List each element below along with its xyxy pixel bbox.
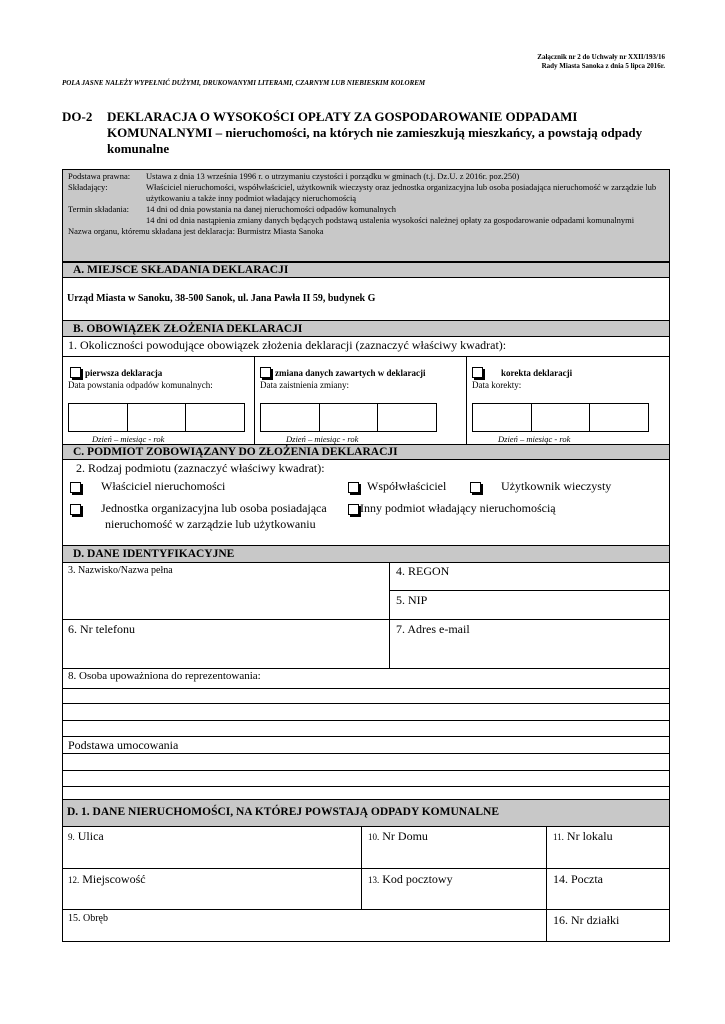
section-b-header: B. OBOWIĄZEK ZŁOŻENIA DEKLARACJI — [62, 320, 670, 337]
attachment-line-1: Załącznik nr 2 do Uchwały nr XXII/193/16 — [537, 53, 665, 61]
change-declaration-date-field[interactable] — [260, 403, 437, 432]
date-format-hint: Dzień – miesiąc - rok — [498, 434, 571, 444]
correction-label: korekta deklaracji — [501, 368, 573, 378]
deadline-label: Termin składania: — [68, 204, 130, 214]
phone-field[interactable]: 6. Nr telefonu — [68, 622, 135, 636]
organization-option[interactable] — [70, 501, 327, 516]
attachment-line-2: Rady Miasta Sanoka z dnia 5 lipca 2016r. — [541, 62, 665, 70]
entity-question: 2. Rodzaj podmiotu (zaznaczyć właściwy kwadrat): — [76, 461, 325, 475]
street-number: 9. — [68, 832, 75, 842]
authorization-label: Podstawa umocowania — [68, 738, 179, 752]
perpetual-user-label: Użytkownik wieczysty — [501, 479, 612, 493]
email-field[interactable]: 7. Adres e-mail — [396, 622, 470, 636]
coowner-option[interactable] — [348, 479, 446, 494]
first-declaration-label: pierwsza deklaracja — [85, 368, 163, 378]
flat-number-label: Nr lokalu — [566, 829, 613, 843]
correction-checkbox[interactable] — [472, 367, 483, 378]
owner-option[interactable] — [70, 479, 225, 494]
organization-checkbox[interactable] — [70, 504, 81, 515]
change-declaration-date-label: Data zaistnienia zmiany: — [260, 380, 349, 390]
change-declaration-option[interactable] — [260, 363, 426, 381]
change-declaration-checkbox[interactable] — [260, 367, 271, 378]
form-title: DEKLARACJA O WYSOKOŚCI OPŁATY ZA GOSPODAROWANIE ODPADAMI KOMUNALNYMI – nieruchomości, na których nie zamieszkują mieszkańcy, a powstają odpady komunalne — [107, 109, 643, 156]
coowner-label: Współwłaściciel — [367, 479, 447, 493]
postcode-field[interactable] — [368, 872, 453, 887]
city-field[interactable] — [68, 872, 146, 887]
postcode-label: Kod pocztowy — [382, 872, 453, 886]
house-number-index: 10. — [368, 832, 380, 842]
perpetual-user-option[interactable] — [470, 479, 611, 494]
section-a-body — [62, 277, 670, 321]
owner-checkbox[interactable] — [70, 482, 81, 493]
regon-field[interactable]: 4. REGON — [396, 564, 450, 578]
section-a-header: A. MIEJSCE SKŁADANIA DEKLARACJI — [62, 262, 670, 278]
date-format-hint: Dzień – miesiąc - rok — [92, 434, 165, 444]
correction-option[interactable] — [472, 363, 572, 381]
section-d1-header: D. 1. DANE NIERUCHOMOŚCI, NA KTÓREJ POWSTAJĄ ODPADY KOMUNALNE — [62, 799, 670, 827]
other-entity-option[interactable] — [348, 501, 556, 516]
precinct-field[interactable]: 15. Obręb — [68, 913, 108, 924]
date-format-hint: Dzień – miesiąc - rok — [286, 434, 359, 444]
house-number-field[interactable] — [368, 829, 428, 844]
submission-place: Urząd Miasta w Sanoku, 38-500 Sanok, ul. Jana Pawła II 59, budynek G — [67, 293, 376, 304]
post-office-field[interactable]: 14. Poczta — [553, 872, 603, 886]
authority-text: Nazwa organu, któremu składana jest deklaracja: Burmistrz Miasta Sanoka — [68, 226, 324, 236]
first-declaration-checkbox[interactable] — [70, 367, 81, 378]
obligation-question: 1. Okoliczności powodujące obowiązek złożenia deklaracji (zaznaczyć właściwy kwadrat): — [68, 338, 507, 352]
other-entity-label: Inny podmiot władający nieruchomością — [360, 501, 556, 515]
owner-label: Właściciel nieruchomości — [101, 479, 226, 493]
flat-number-field[interactable] — [553, 829, 613, 844]
deadline-text-2: 14 dni od dnia nastąpienia zmiany danych będących podstawą ustalenia wysokości należnej opłaty za gospodarowanie odpadami komunalnymi — [146, 215, 635, 225]
fill-instruction: POLA JASNE NALEŻY WYPEŁNIĆ DUŻYMI, DRUKOWANYMI LITERAMI, CZARNYM LUB NIEBIESKIM KOLOREM — [62, 79, 426, 87]
perpetual-user-checkbox[interactable] — [470, 482, 481, 493]
legal-basis-label: Podstawa prawna: — [68, 171, 131, 181]
form-code: DO-2 — [62, 109, 93, 124]
other-entity-checkbox[interactable] — [348, 504, 359, 515]
legal-basis-text: Ustawa z dnia 13 września 1996 r. o utrzymaniu czystości i porządku w gminach (t.j. Dz.U. z 2016r. poz.250) — [146, 171, 520, 181]
change-declaration-label: zmiana danych zawartych w deklaracji — [275, 368, 426, 378]
organization-label-2: nieruchomość w zarządzie lub użytkowaniu — [105, 517, 316, 531]
first-declaration-date-label: Data powstania odpadów komunalnych: — [68, 380, 213, 390]
nip-field[interactable]: 5. NIP — [396, 593, 428, 607]
section-c-header: C. PODMIOT ZOBOWIĄZANY DO ZŁOŻENIA DEKLARACJI — [62, 444, 670, 460]
street-label: Ulica — [77, 829, 104, 843]
organization-label-1: Jednostka organizacyjna lub osoba posiadająca — [101, 501, 327, 515]
first-declaration-option[interactable] — [70, 363, 162, 381]
submitter-text: Właściciel nieruchomości, współwłaściciel, użytkownik wieczysty oraz jednostka organizacyjna lub osoba posiadająca nieruchomość w zarządzie lub użytkowaniu a także inny podmiot władający nieruchomością — [146, 182, 657, 203]
postcode-index: 13. — [368, 875, 380, 885]
representative-label: 8. Osoba upoważniona do reprezentowania: — [68, 670, 261, 682]
correction-date-field[interactable] — [472, 403, 649, 432]
house-number-label: Nr Domu — [382, 829, 428, 843]
city-label: Miejscowość — [82, 872, 146, 886]
correction-date-label: Data korekty: — [472, 380, 522, 390]
coowner-checkbox[interactable] — [348, 482, 359, 493]
legal-basis-box — [62, 169, 670, 262]
submitter-label: Składający: — [68, 182, 108, 192]
attachment-note — [537, 53, 665, 71]
flat-number-index: 11. — [553, 832, 564, 842]
plot-number-field[interactable]: 16. Nr działki — [553, 913, 620, 927]
city-index: 12. — [68, 875, 80, 885]
first-declaration-date-field[interactable] — [68, 403, 245, 432]
deadline-text-1: 14 dni od dnia powstania na danej nieruchomości odpadów komunalnych — [146, 204, 396, 214]
name-field[interactable]: 3. Nazwisko/Nazwa pełna — [68, 565, 173, 576]
section-d-header: D. DANE IDENTYFIKACYJNE — [62, 545, 670, 563]
street-field[interactable] — [68, 829, 104, 844]
